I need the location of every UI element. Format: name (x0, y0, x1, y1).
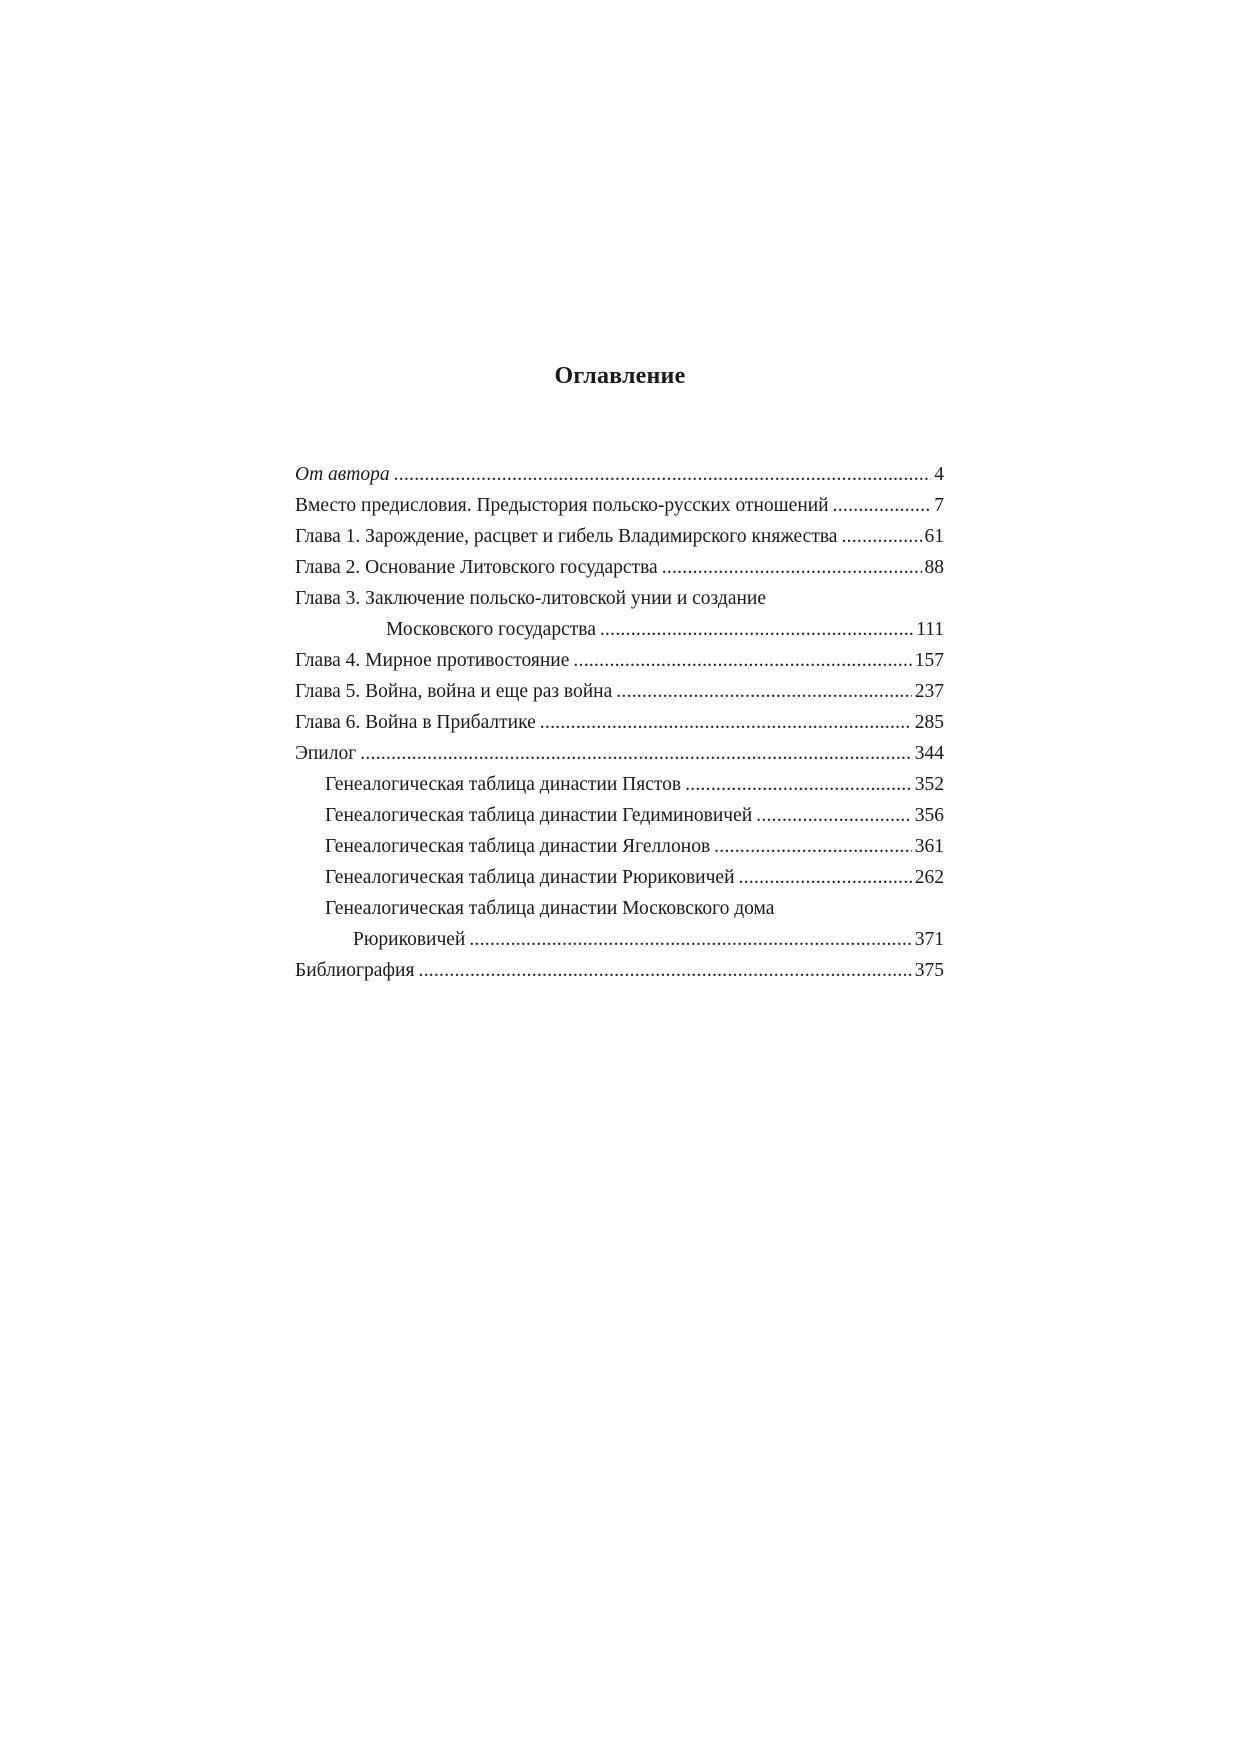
toc-entry-title-line1: Генеалогическая таблица династии Московского дома (325, 898, 775, 919)
dot-leader (739, 862, 912, 893)
toc-entry-from-author[interactable] (295, 459, 944, 490)
dot-leader (685, 769, 912, 800)
toc-entry-title-line1: Глава 3. Заключение польско-литовской унии и создание (295, 588, 766, 609)
toc-entry-chapter-1[interactable] (295, 521, 944, 552)
dot-leader (418, 955, 911, 986)
toc-entry-chapter-6[interactable] (295, 707, 944, 738)
toc-entry-title: Генеалогическая таблица династии Ягеллонов (325, 836, 711, 857)
dot-leader (756, 800, 912, 831)
toc-entry-chapter-3[interactable] (295, 583, 944, 614)
dot-leader (394, 459, 932, 490)
toc-entry-bibliography[interactable] (295, 955, 944, 986)
toc-entry-page: 361 (914, 836, 944, 857)
toc-entry-title: Глава 6. Война в Прибалтике (295, 712, 536, 733)
toc-entry-chapter-5[interactable] (295, 676, 944, 707)
toc-entry-title: Библиография (295, 960, 415, 981)
toc-entry-title: Глава 5. Война, война и еще раз война (295, 681, 613, 702)
toc-entry-page: 344 (914, 743, 944, 764)
toc-entry-moscow-rurikids-table-continued[interactable] (295, 924, 944, 955)
toc-entry-title: Генеалогическая таблица династии Гедиминовичей (325, 805, 753, 826)
table-of-contents (295, 459, 944, 986)
toc-entry-page: 7 (934, 495, 944, 516)
toc-entry-page: 4 (934, 464, 944, 485)
toc-heading: Оглавление (554, 363, 686, 389)
toc-entry-page: 88 (924, 557, 944, 578)
toc-entry-page: 356 (914, 805, 944, 826)
toc-entry-page: 262 (914, 867, 944, 888)
dot-leader (833, 490, 932, 521)
toc-entry-piast-table[interactable] (295, 769, 944, 800)
toc-entry-title: Глава 4. Мирное противостояние (295, 650, 570, 671)
toc-entry-title-line2: Московского государства (386, 619, 596, 640)
toc-entry-page: 375 (914, 960, 944, 981)
dot-leader (540, 707, 912, 738)
toc-entry-page: 371 (914, 929, 944, 950)
toc-entry-page: 285 (914, 712, 944, 733)
dot-leader (662, 552, 922, 583)
toc-entry-page: 237 (914, 681, 944, 702)
toc-entry-page: 157 (914, 650, 944, 671)
toc-entry-title: Вместо предисловия. Предыстория польско-русских отношений (295, 495, 829, 516)
toc-entry-preface[interactable] (295, 490, 944, 521)
toc-entry-page: 111 (916, 619, 944, 640)
toc-entry-page: 352 (914, 774, 944, 795)
toc-entry-chapter-4[interactable] (295, 645, 944, 676)
dot-leader (841, 521, 921, 552)
toc-entry-moscow-rurikids-table[interactable] (295, 893, 944, 924)
toc-entry-gediminids-table[interactable] (295, 800, 944, 831)
dot-leader (616, 676, 911, 707)
toc-entry-rurikids-table[interactable] (295, 862, 944, 893)
toc-entry-chapter-3-continued[interactable] (295, 614, 944, 645)
toc-entry-title: Глава 2. Основание Литовского государства (295, 557, 658, 578)
toc-entry-title-line2: Рюриковичей (353, 929, 466, 950)
dot-leader (469, 924, 911, 955)
toc-entry-title: Генеалогическая таблица династии Пястов (325, 774, 682, 795)
dot-leader (573, 645, 911, 676)
toc-entry-title: Глава 1. Зарождение, расцвет и гибель Владимирского княжества (295, 526, 838, 547)
dot-leader (600, 614, 913, 645)
toc-entry-jagiellons-table[interactable] (295, 831, 944, 862)
toc-entry-title: Эпилог (295, 743, 357, 764)
toc-entry-title: Генеалогическая таблица династии Рюриковичей (325, 867, 735, 888)
toc-entry-page: 61 (924, 526, 944, 547)
toc-entry-epilogue[interactable] (295, 738, 944, 769)
toc-entry-title: От автора (295, 464, 390, 485)
dot-leader (360, 738, 912, 769)
toc-entry-chapter-2[interactable] (295, 552, 944, 583)
dot-leader (714, 831, 912, 862)
